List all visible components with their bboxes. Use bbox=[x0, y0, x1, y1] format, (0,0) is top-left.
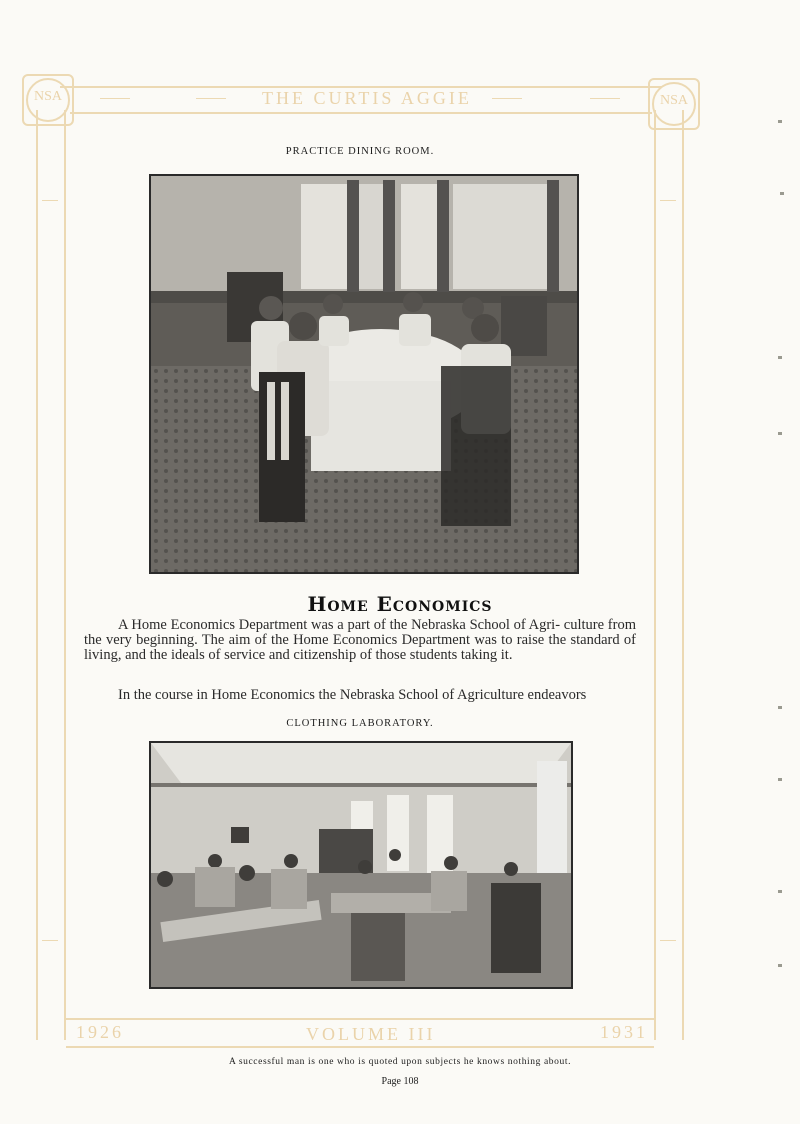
monogram-right: NSA bbox=[648, 78, 700, 130]
frame-volume: VOLUME III bbox=[306, 1024, 436, 1044]
dining-room-photo bbox=[149, 174, 579, 574]
margin-speck bbox=[780, 192, 784, 195]
paragraph-2: In the course in Home Economics the Nebraska School of Agriculture endeavors bbox=[118, 687, 587, 703]
frame-title: THE CURTIS AGGIE bbox=[262, 88, 472, 108]
clothing-laboratory-photo bbox=[149, 741, 573, 989]
monogram-left: NSA bbox=[22, 74, 74, 126]
page-number: Page 108 bbox=[381, 1076, 419, 1087]
margin-speck bbox=[778, 890, 782, 893]
section-heading: Home Economics bbox=[307, 592, 493, 616]
margin-speck bbox=[778, 778, 782, 781]
frame-year-end: 1931 bbox=[600, 1022, 648, 1042]
margin-speck bbox=[778, 964, 782, 967]
frame-year-start: 1926 bbox=[76, 1022, 124, 1042]
margin-speck bbox=[778, 706, 782, 709]
top-photo-caption: PRACTICE DINING ROOM. bbox=[285, 146, 435, 157]
paragraph-1: A Home Economics Department was a part of the Nebraska School of Agri- culture from the very beginning. The aim of the Home Economics Department was to raise the standard of living, and the ideals of service and citizenship of those students taking it. bbox=[84, 617, 636, 663]
margin-speck bbox=[778, 432, 782, 435]
margin-speck bbox=[778, 356, 782, 359]
bottom-photo-caption: CLOTHING LABORATORY. bbox=[286, 718, 434, 729]
margin-speck bbox=[778, 120, 782, 123]
footer-quote: A successful man is one who is quoted upon subjects he knows nothing about. bbox=[228, 1057, 572, 1067]
